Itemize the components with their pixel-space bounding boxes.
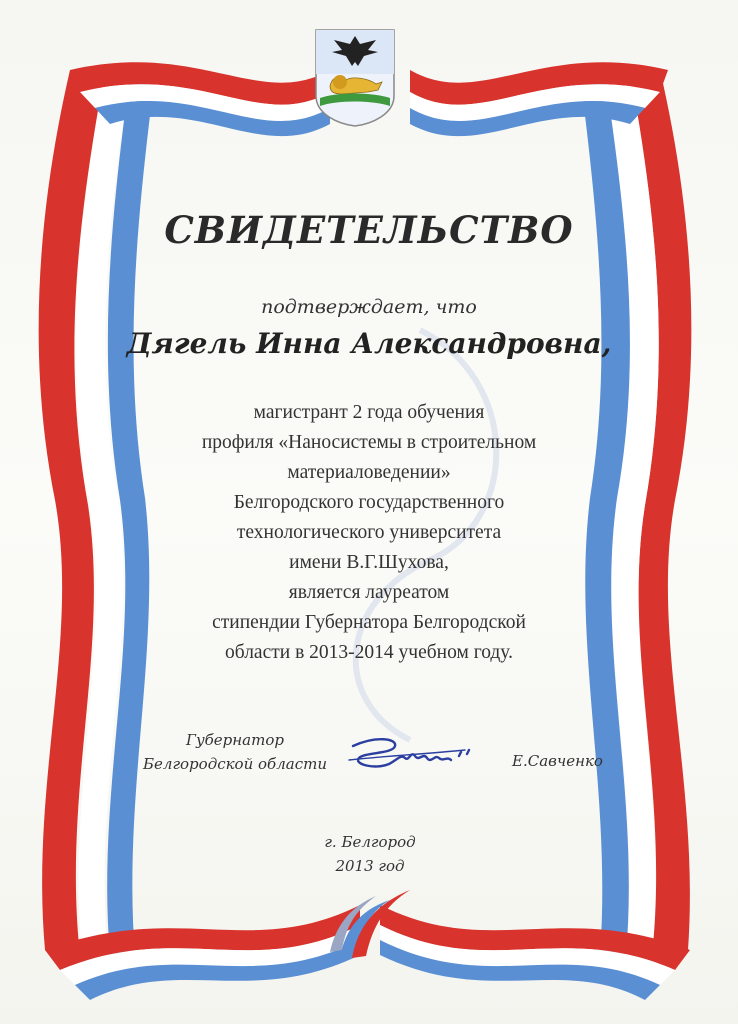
confirms-text: подтверждает, что [261,296,477,318]
tricolor-bird-icon [310,860,430,970]
city-text: г. Белгород [324,833,416,851]
body-line: магистрант 2 года обучения [253,402,485,423]
body-line: материаловедении» [287,462,451,483]
handwritten-signature [345,730,495,780]
body-line: имени В.Г.Шухова, [289,552,449,573]
certificate-body [0,398,738,668]
recipient-name: Дягель Инна Александровна, [126,327,612,360]
signatory-position [130,728,340,776]
body-line: стипендии Губернатора Белгородской [212,612,526,633]
signatory-name: Е.Савченко [512,752,603,770]
body-line: Белгородского государственного [233,492,505,513]
certificate-title: СВИДЕТЕЛЬСТВО [164,208,574,252]
body-line: технологического университета [236,522,502,543]
signatory-position-line2: Белгородской области [143,755,327,773]
body-line: является лауреатом [288,582,450,603]
year-text: 2013 год [335,857,405,875]
body-line: области в 2013-2014 учебном году. [225,642,513,663]
signatory-position-line1: Губернатор [186,731,284,749]
body-line: профиля «Наносистемы в строительном [201,432,537,453]
